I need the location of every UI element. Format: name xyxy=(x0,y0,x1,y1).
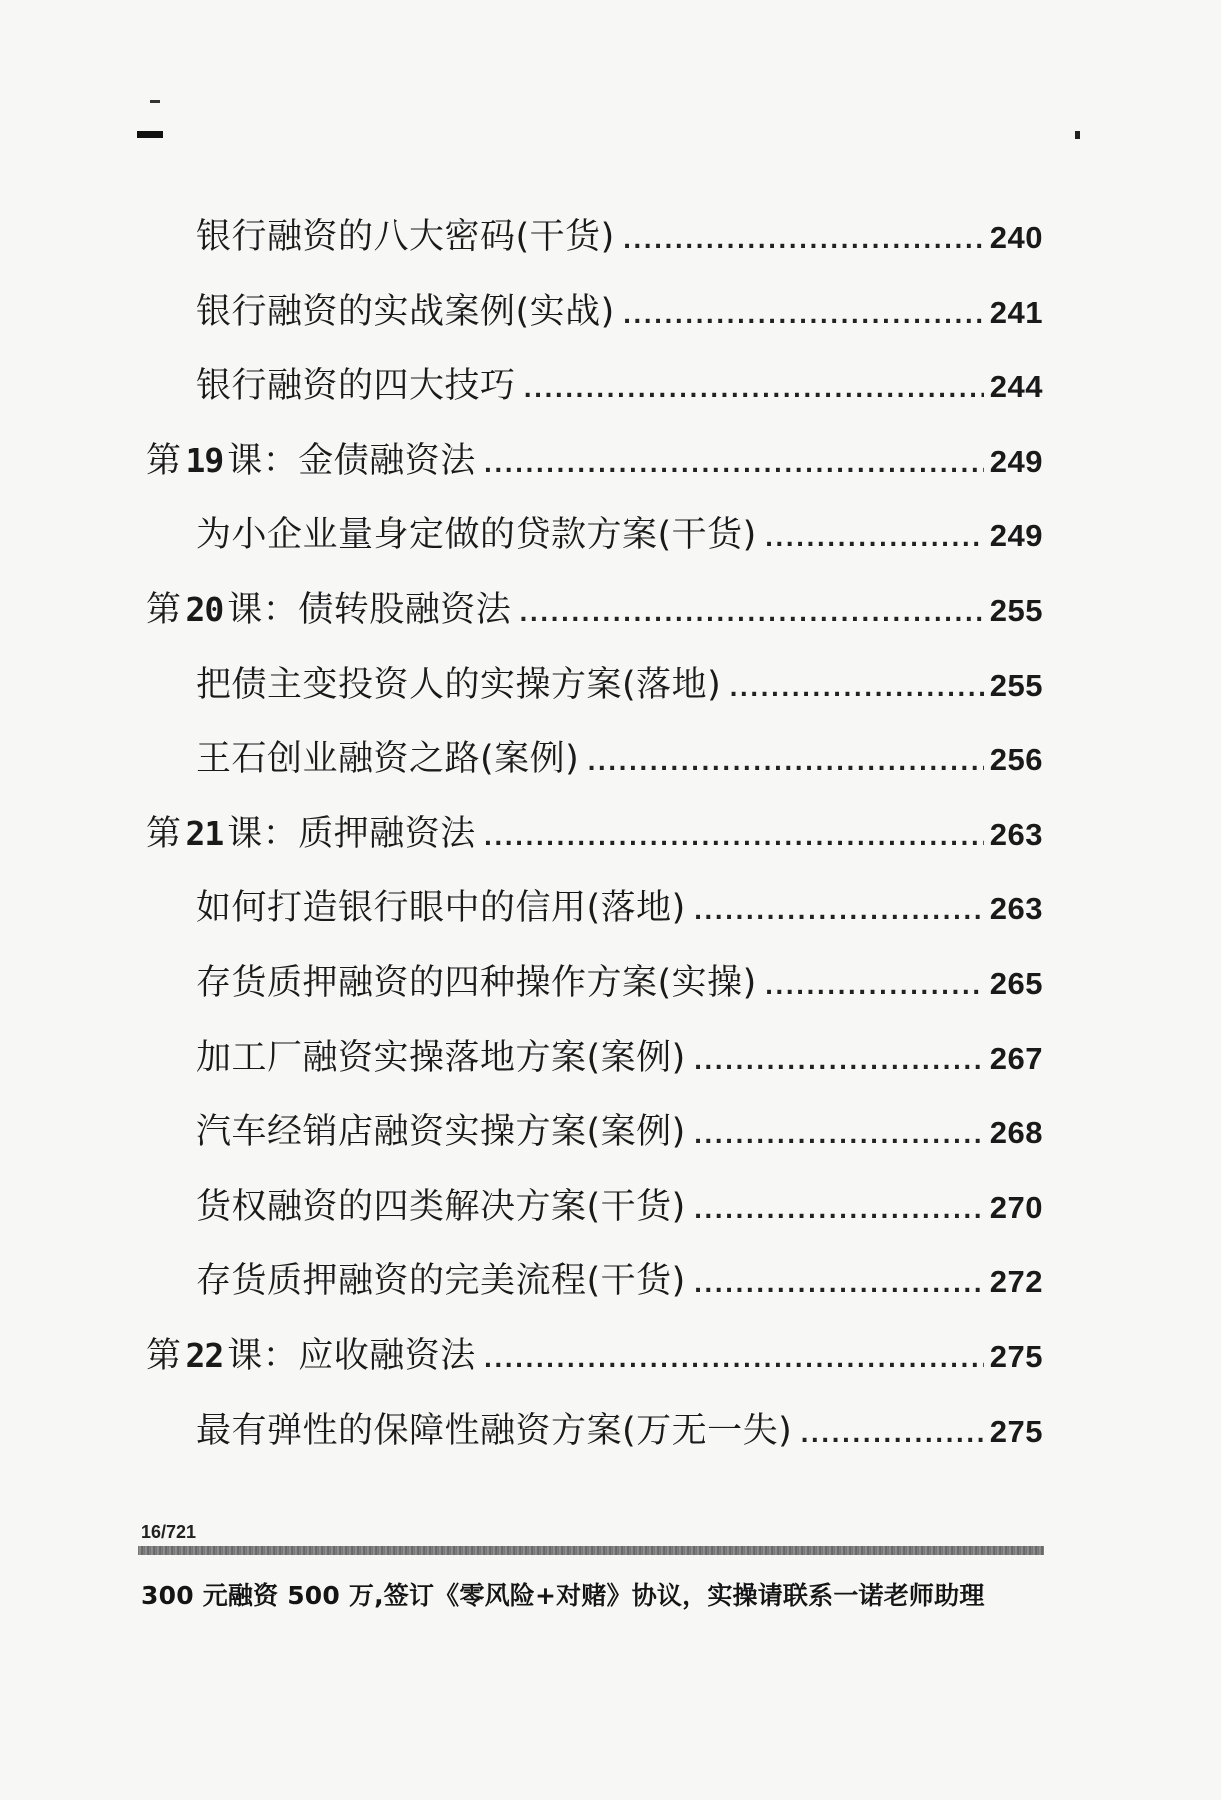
toc-leader-dots xyxy=(484,441,984,491)
toc-entry-title xyxy=(146,809,476,859)
toc-section-entry xyxy=(196,1033,1043,1083)
toc-page-number: 275 xyxy=(989,1339,1043,1374)
toc-page-number: 241 xyxy=(989,294,1043,330)
toc-page-number: 256 xyxy=(989,742,1043,778)
toc-page-number: 267 xyxy=(989,1040,1043,1076)
toc-entry-title: 银行融资的实战案例(实战) xyxy=(196,291,615,332)
toc-section-entry xyxy=(196,361,1043,411)
toc-lesson-number: 20 xyxy=(185,590,224,629)
toc-entry-title xyxy=(146,585,511,635)
toc-lesson-number: 19 xyxy=(185,440,224,480)
header-mark xyxy=(150,100,160,103)
toc-section-entry xyxy=(196,734,1043,784)
toc-section-entry xyxy=(196,660,1043,710)
toc-entry-title: 如何打造银行眼中的信用(落地) xyxy=(196,888,686,929)
toc-chapter-prefix: 第 xyxy=(146,813,182,854)
toc-page-number: 249 xyxy=(989,443,1043,479)
toc-entry-title xyxy=(146,1331,476,1381)
toc-leader-dots xyxy=(765,515,984,565)
toc-chapter-prefix: 第 xyxy=(146,590,182,630)
toc-page-number: 255 xyxy=(989,667,1043,703)
toc-leader-dots xyxy=(694,888,984,938)
toc-entry-title: 银行融资的八大密码(干货) xyxy=(196,217,615,257)
toc-lesson-number: 22 xyxy=(185,1336,224,1375)
toc-chapter-prefix: 第 xyxy=(146,1336,182,1376)
toc-section-entry xyxy=(196,958,1043,1008)
header-mark-left xyxy=(137,131,163,138)
toc-entry-title xyxy=(146,436,476,486)
toc-leader-dots xyxy=(484,1336,984,1386)
toc-chapter-prefix: 第 xyxy=(146,440,182,481)
toc-leader-dots xyxy=(623,292,984,342)
page-number: 16/721 xyxy=(141,1522,197,1542)
toc-leader-dots xyxy=(484,814,984,864)
footer-banner: 300 元融资 500 万,签订《零风险+对赌》协议，实操请联系一诺老师助理 xyxy=(141,1581,985,1610)
toc-chapter-title: 课：金债融资法 xyxy=(227,440,476,481)
toc-leader-dots xyxy=(694,1261,984,1311)
footer-divider xyxy=(138,1546,1044,1555)
toc-leader-dots xyxy=(765,963,984,1013)
toc-leader-dots xyxy=(587,739,983,789)
toc-entry-title: 存货质押融资的完美流程(干货) xyxy=(196,1261,686,1302)
toc-entry-title: 最有弹性的保障性融资方案(万无一失) xyxy=(196,1410,793,1451)
toc-chapter-entry xyxy=(146,1331,1043,1381)
toc-page-number: 244 xyxy=(989,369,1043,405)
toc-section-entry xyxy=(196,883,1043,933)
toc-entry-title: 把债主变投资人的实操方案(落地) xyxy=(196,664,722,705)
toc-page-number: 270 xyxy=(989,1189,1043,1225)
toc-entry-title: 汽车经销店融资实操方案(案例) xyxy=(196,1112,686,1153)
toc-leader-dots xyxy=(694,1187,984,1237)
toc-chapter-entry xyxy=(146,809,1043,859)
toc-leader-dots xyxy=(519,590,983,640)
toc-entry-title: 银行融资的四大技巧 xyxy=(196,366,516,407)
toc-page-number: 240 xyxy=(989,220,1043,255)
toc-section-entry xyxy=(196,1256,1043,1306)
toc-section-entry xyxy=(196,1107,1043,1157)
toc-leader-dots xyxy=(623,217,984,267)
toc-page-number: 255 xyxy=(989,593,1043,628)
toc-page-number: 263 xyxy=(989,891,1043,927)
header-mark-right xyxy=(1075,131,1080,139)
toc-entry-title: 为小企业量身定做的贷款方案(干货) xyxy=(196,515,757,556)
toc-section-entry xyxy=(196,1182,1043,1232)
toc-entry-title: 存货质押融资的四种操作方案(实操) xyxy=(196,963,757,1003)
toc-leader-dots xyxy=(694,1112,984,1162)
toc-chapter-title: 课：质押融资法 xyxy=(227,813,476,854)
toc-page-number: 263 xyxy=(989,816,1043,852)
toc-chapter-title: 课：债转股融资法 xyxy=(227,590,512,630)
toc-lesson-number: 21 xyxy=(185,813,224,853)
toc-entry-title: 货权融资的四类解决方案(干货) xyxy=(196,1186,686,1227)
toc-leader-dots xyxy=(729,665,983,715)
toc-leader-dots xyxy=(694,1038,984,1088)
toc-entry-title: 加工厂融资实操落地方案(案例) xyxy=(196,1037,686,1078)
toc-chapter-entry xyxy=(146,585,1043,635)
toc-entry-title: 王石创业融资之路(案例) xyxy=(196,739,580,780)
toc-section-entry xyxy=(196,287,1043,337)
toc-leader-dots xyxy=(524,366,984,416)
toc-section-entry xyxy=(196,212,1043,262)
toc-page-number: 268 xyxy=(989,1115,1043,1151)
toc-chapter-entry xyxy=(146,436,1043,486)
toc-page-number: 272 xyxy=(989,1264,1043,1300)
toc-page-number: 265 xyxy=(989,966,1043,1001)
toc-section-entry xyxy=(196,1406,1043,1456)
toc-leader-dots xyxy=(800,1411,983,1461)
toc-page-number: 249 xyxy=(989,518,1043,554)
toc-page-number: 275 xyxy=(989,1413,1043,1449)
toc-section-entry xyxy=(196,510,1043,560)
toc-chapter-title: 课：应收融资法 xyxy=(227,1336,476,1376)
